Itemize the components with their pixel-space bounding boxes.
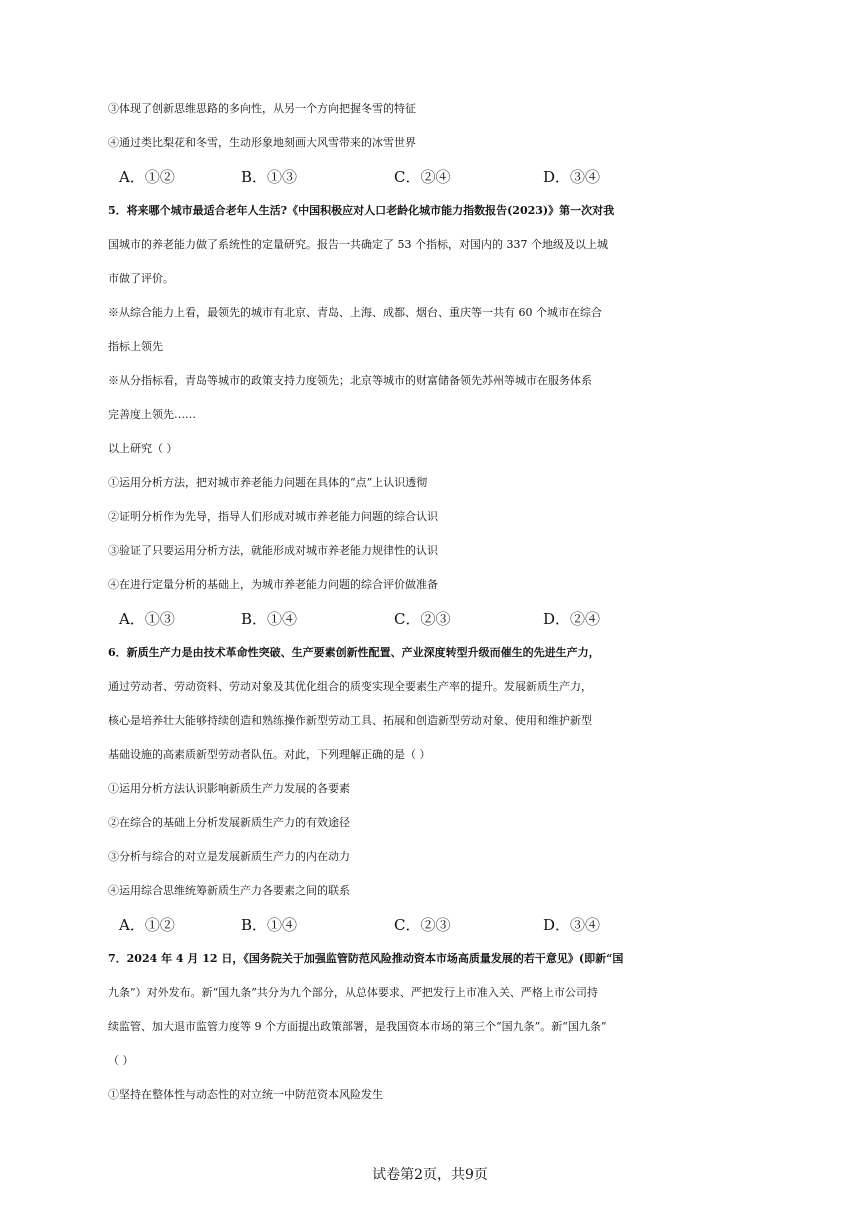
choice-d[interactable]: D．③④ xyxy=(543,916,601,934)
q5-stem-line-4: ※从综合能力上看，最领先的城市有北京、青岛、上海、成都、烟台、重庆等一共有 60 个城市在综合 xyxy=(108,306,602,319)
q6-option-2: ②在综合的基础上分析发展新质生产力的有效途径 xyxy=(108,816,350,829)
choice-d[interactable]: D．②④ xyxy=(543,610,601,628)
q4-choices xyxy=(119,167,759,187)
choice-c[interactable]: C．②④ xyxy=(394,168,451,186)
q4-option-4: ④通过类比梨花和冬雪，生动形象地刻画大风雪带来的冰雪世界 xyxy=(108,136,416,149)
choice-a[interactable]: A．①② xyxy=(119,168,175,186)
q5-stem-line-7: 完善度上领先…… xyxy=(108,408,196,421)
q6-stem-line-3: 核心是培养壮大能够持续创造和熟练操作新型劳动工具、拓展和创造新型劳动对象、使用和维护新型 xyxy=(108,714,592,727)
q6-option-3: ③分析与综合的对立是发展新质生产力的内在动力 xyxy=(108,850,350,863)
q5-stem-line-8: 以上研究（ ） xyxy=(108,442,178,455)
q5-stem-line-2: 国城市的养老能力做了系统性的定量研究。报告一共确定了 53 个指标，对国内的 337 个地级及以上城 xyxy=(108,238,608,251)
q5-option-2: ②证明分析作为先导，指导人们形成对城市养老能力问题的综合认识 xyxy=(108,510,438,523)
choice-a[interactable]: A．①② xyxy=(119,916,175,934)
choice-b[interactable]: B．①③ xyxy=(241,168,298,186)
q5-stem-line-5: 指标上领先 xyxy=(108,340,163,353)
q6-choices xyxy=(119,915,759,935)
q5-stem-line-6: ※从分指标看，青岛等城市的政策支持力度领先；北京等城市的财富储备领先苏州等城市在服务体系 xyxy=(108,374,592,387)
q5-stem-line-3: 市做了评价。 xyxy=(108,272,174,285)
q6-stem-line-1: 6．新质生产力是由技术革命性突破、生产要素创新性配置、产业深度转型升级而催生的先进生产力， xyxy=(108,646,600,659)
q5-choices xyxy=(119,609,759,629)
q5-stem-line-1: 5．将来哪个城市最适合老年人生活?《中国积极应对人口老龄化城市能力指数报告(2023)》第一次对我 xyxy=(108,204,615,217)
q6-option-4: ④运用综合思维统筹新质生产力各要素之间的联系 xyxy=(108,884,350,897)
q5-option-3: ③验证了只要运用分析方法，就能形成对城市养老能力规律性的认识 xyxy=(108,544,438,557)
choice-b[interactable]: B．①④ xyxy=(241,610,298,628)
q6-stem-line-4: 基础设施的高素质新型劳动者队伍。对此，下列理解正确的是（ ） xyxy=(108,748,431,761)
choice-c[interactable]: C．②③ xyxy=(394,610,451,628)
choice-a[interactable]: A．①③ xyxy=(119,610,175,628)
choice-d[interactable]: D．③④ xyxy=(543,168,601,186)
choice-c[interactable]: C．②③ xyxy=(394,916,451,934)
page-footer: 试卷第2页，共9页 xyxy=(372,1167,488,1183)
q7-option-1: ①坚持在整体性与动态性的对立统一中防范资本风险发生 xyxy=(108,1088,383,1101)
q5-option-1: ①运用分析方法，把对城市养老能力问题在具体的“点”上认识透彻 xyxy=(108,476,428,489)
q7-stem-line-4: （ ） xyxy=(108,1054,134,1067)
q5-option-4: ④在进行定量分析的基础上，为城市养老能力问题的综合评价做准备 xyxy=(108,578,438,591)
q6-option-1: ①运用分析方法认识影响新质生产力发展的各要素 xyxy=(108,782,350,795)
q4-option-3: ③体现了创新思维思路的多向性，从另一个方向把握冬雪的特征 xyxy=(108,102,416,115)
q7-stem-line-1: 7．2024 年 4 月 12 日，《国务院关于加强监管防范风险推动资本市场高质量发展的若干意见》(即新“国 xyxy=(108,952,624,965)
choice-b[interactable]: B．①④ xyxy=(241,916,298,934)
q7-stem-line-2: 九条”）对外发布。新“国九条”共分为九个部分，从总体要求、严把发行上市准入关、严格上市公司持 xyxy=(108,986,598,999)
q6-stem-line-2: 通过劳动者、劳动资料、劳动对象及其优化组合的质变实现全要素生产率的提升。发展新质生产力， xyxy=(108,680,592,693)
q7-stem-line-3: 续监管、加大退市监管力度等 9 个方面提出政策部署，是我国资本市场的第三个“国九条”。新“国九条” xyxy=(108,1020,607,1033)
